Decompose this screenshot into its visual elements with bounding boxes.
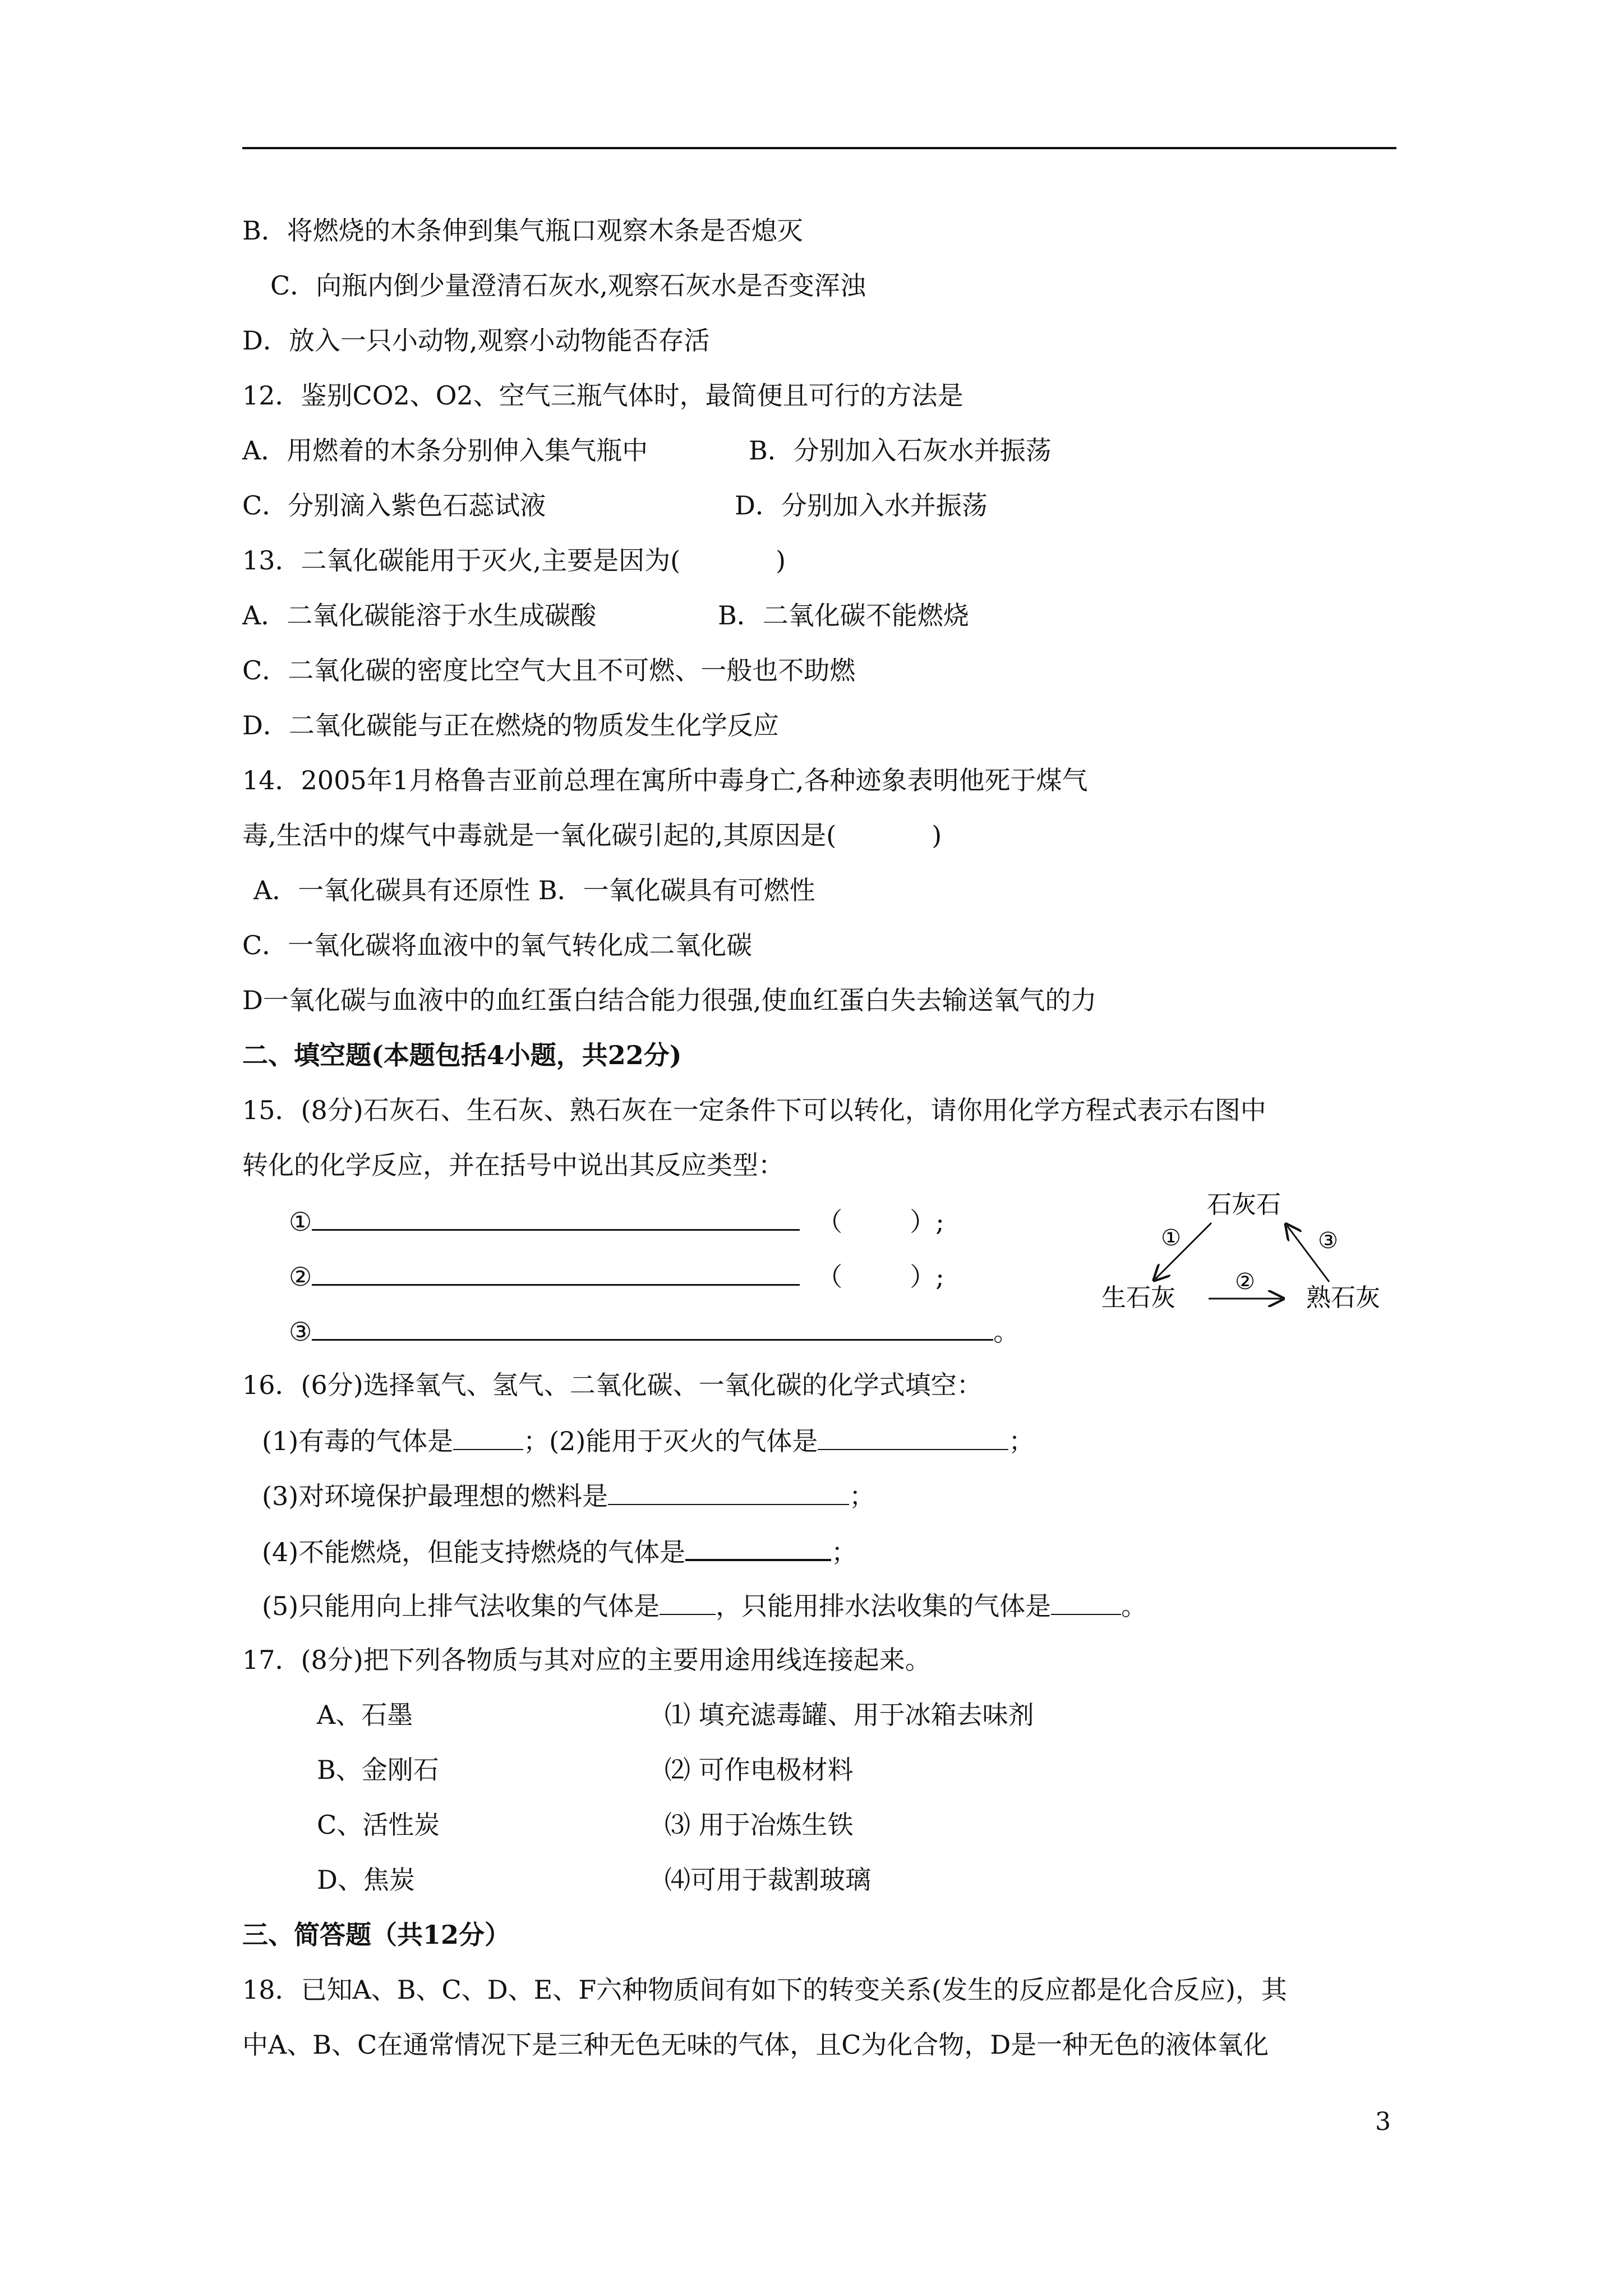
q16-part4-end: ； [831, 1537, 857, 1567]
q11-option-b: B．将燃烧的木条伸到集气瓶口观察木条是否熄灭 [242, 215, 803, 246]
q15-paren-close-1: ）; [910, 1207, 944, 1237]
q12-option-a: A．用燃着的木条分别伸入集气瓶中 [242, 435, 648, 466]
q16-part3-label: (3)对环境保护最理想的燃料是 [262, 1481, 608, 1511]
q15-paren-open-2: （ [817, 1262, 843, 1292]
q16-line-3 [262, 1478, 875, 1513]
q18-stem-line1: 18．已知A、B、C、D、E、F六种物质间有如下的转变关系(发生的反应都是化合反应)，其 [242, 1975, 1288, 2005]
q17-use-1[interactable]: ⑴ 填充滤毒罐、用于冰箱去味剂 [665, 1700, 1034, 1730]
q17-use-4[interactable]: ⑷可用于裁割玻璃 [665, 1865, 871, 1895]
arrow-2-label: ② [1235, 1269, 1255, 1295]
q15-answer-blank-1[interactable] [312, 1203, 800, 1231]
q15-paren-close-2: ）; [910, 1262, 944, 1292]
q16-part2-label: ；(2)能用于灭火的气体是 [523, 1426, 818, 1456]
q16-blank-support-combustion[interactable] [685, 1533, 831, 1561]
q16-blank-upward-air[interactable] [660, 1588, 716, 1615]
q16-blank-toxic-gas[interactable] [453, 1423, 523, 1450]
q15-blank-row-1 [289, 1203, 944, 1239]
q12-option-b: B．分别加入石灰水并振荡 [749, 435, 1052, 466]
q15-answer-blank-3[interactable] [312, 1313, 993, 1341]
conversion-diagram [1094, 1178, 1396, 1329]
section3-title: 三、简答题（共12分） [242, 1920, 511, 1950]
q17-stem: 17．(8分)把下列各物质与其对应的主要用途用线连接起来。 [242, 1645, 931, 1675]
q16-part5-label: (5)只能用向上排气法收集的气体是 [262, 1591, 660, 1621]
q16-part1-label: (1)有毒的气体是 [262, 1426, 454, 1456]
q13-option-c: C．二氧化碳的密度比空气大且不可燃、一般也不助燃 [242, 655, 856, 685]
q13-stem [242, 544, 786, 577]
q16-part2-end: ； [1008, 1426, 1035, 1456]
diagram-node-limestone: 石灰石 [1207, 1190, 1281, 1219]
q15-stem-line2: 转化的化学反应，并在括号中说出其反应类型： [242, 1150, 784, 1180]
q14-option-d: D一氧化碳与血液中的血红蛋白结合能力很强,使血红蛋白失去输送氧气的力 [242, 985, 1097, 1015]
q11-option-c: C．向瓶内倒少量澄清石灰水,观察石灰水是否变浑浊 [270, 270, 866, 301]
q12-option-d: D．分别加入水并振荡 [735, 490, 988, 521]
q15-blank-row-3 [289, 1313, 1019, 1349]
arrow-3-label: ③ [1318, 1228, 1338, 1254]
diagram-node-slaked-lime: 熟石灰 [1306, 1283, 1380, 1312]
q16-part3-end: ； [849, 1481, 875, 1511]
q15-paren-open-1: （ [817, 1207, 843, 1237]
q14-stem-line2 [242, 818, 942, 852]
q17-substance-a[interactable]: A、石墨 [317, 1700, 413, 1730]
page-number: 3 [1375, 2108, 1391, 2136]
q16-line-4 [262, 1533, 857, 1569]
q17-substance-c[interactable]: C、活性炭 [317, 1810, 440, 1840]
q13-option-d: D．二氧化碳能与正在燃烧的物质发生化学反应 [242, 710, 779, 740]
q15-marker-3: ③ [289, 1317, 312, 1347]
q16-stem: 16．(6分)选择氧气、氢气、二氧化碳、一氧化碳的化学式填空： [242, 1370, 983, 1400]
q15-answer-blank-2[interactable] [312, 1258, 800, 1286]
q15-marker-2: ② [289, 1262, 312, 1292]
q13-stem-text: 13．二氧化碳能用于灭火,主要是因为( [242, 545, 681, 576]
q17-substance-d[interactable]: D、焦炭 [317, 1865, 415, 1895]
q15-blank-row-2 [289, 1258, 944, 1294]
q12-option-c: C．分别滴入紫色石蕊试液 [242, 490, 546, 521]
q13-close-paren: ) [776, 545, 786, 576]
section2-title: 二、填空题(本题包括4小题，共22分) [242, 1040, 682, 1070]
q13-option-b: B．二氧化碳不能燃烧 [718, 600, 969, 631]
diagram-node-quicklime: 生石灰 [1101, 1283, 1175, 1312]
q17-use-3[interactable]: ⑶ 用于冶炼生铁 [665, 1810, 854, 1840]
q16-part6-label: ，只能用排水法收集的气体是 [716, 1591, 1052, 1621]
q14-option-c: C．一氧化碳将血液中的氧气转化成二氧化碳 [242, 930, 753, 960]
q16-part4-label: (4)不能燃烧，但能支持燃烧的气体是 [262, 1537, 686, 1567]
header-rule [242, 147, 1396, 149]
q17-use-2[interactable]: ⑵ 可作电极材料 [665, 1755, 854, 1785]
q16-line-1 [262, 1423, 1034, 1458]
q14-option-ab: A．一氧化碳具有还原性 B．一氧化碳具有可燃性 [253, 875, 815, 905]
q16-line-5 [262, 1588, 1147, 1623]
q18-stem-line2: 中A、B、C在通常情况下是三种无色无味的气体，且C为化合物，D是一种无色的液体氧化 [242, 2030, 1269, 2060]
q16-blank-fire-gas[interactable] [818, 1423, 1008, 1450]
q15-end-mark: 。 [993, 1317, 1020, 1347]
q16-part6-end: 。 [1121, 1591, 1147, 1621]
conversion-diagram-svg [1094, 1178, 1396, 1329]
q16-blank-ideal-fuel[interactable] [608, 1478, 849, 1505]
q13-option-a: A．二氧化碳能溶于水生成碳酸 [242, 600, 597, 631]
q12-stem: 12．鉴别CO2、O2、空气三瓶气体时，最简便且可行的方法是 [242, 380, 963, 411]
q14-stem-text: 毒,生活中的煤气中毒就是一氧化碳引起的,其原因是( [242, 820, 837, 850]
q14-close-paren: ) [932, 820, 942, 850]
q16-blank-water-displacement[interactable] [1051, 1588, 1121, 1615]
q14-stem-line1: 14．2005年1月格鲁吉亚前总理在寓所中毒身亡,各种迹象表明他死于煤气 [242, 765, 1088, 795]
arrow-1-label: ① [1161, 1225, 1181, 1251]
q15-stem-line1: 15．(8分)石灰石、生石灰、熟石灰在一定条件下可以转化，请你用化学方程式表示右图中 [242, 1095, 1266, 1125]
q15-marker-1: ① [289, 1207, 312, 1237]
q17-substance-b[interactable]: B、金刚石 [317, 1755, 439, 1785]
q11-option-d: D．放入一只小动物,观察小动物能否存活 [242, 325, 710, 356]
